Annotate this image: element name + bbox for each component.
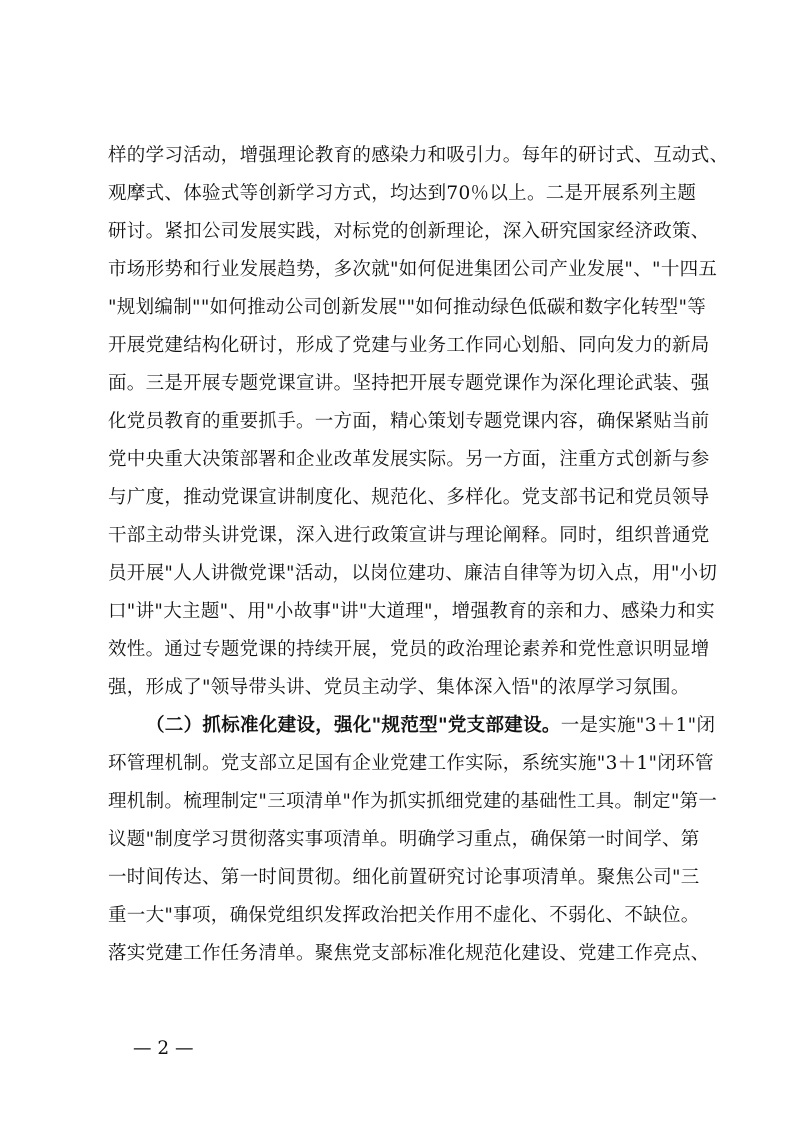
text-line: 理机制。梳理制定"三项清单"作为抓实抓细党建的基础性工具。制定"第一 xyxy=(108,791,718,812)
text-line: 员开展"人人讲微党课"活动，以岗位建功、廉洁自律等为切入点，用"小切 xyxy=(108,563,718,584)
text-line: 口"讲"大主题"、用"小故事"讲"大道理"，增强教育的亲和力、感染力和实 xyxy=(108,601,715,622)
document-body xyxy=(108,137,729,973)
text-line: 市场形势和行业发展趋势，多次就"如何促进集团公司产业发展"、"十四五 xyxy=(108,259,718,280)
text-line: 研讨。紧扣公司发展实践，对标党的创新理论，深入研究国家经济政策、 xyxy=(108,221,710,242)
text-line: 效性。通过专题党课的持续开展，党员的政治理论素养和党性意识明显增 xyxy=(108,639,710,660)
text-line: 观摩式、体验式等创新学习方式，均达到70％以上。二是开展系列主题 xyxy=(108,183,697,204)
text-line: 一时间传达、第一时间贯彻。细化前置研究讨论事项清单。聚焦公司"三 xyxy=(108,867,700,888)
text-line: 重一大"事项，确保党组织发挥政治把关作用不虚化、不弱化、不缺位。 xyxy=(108,905,700,926)
text-line: 样的学习活动，增强理论教育的感染力和吸引力。每年的研讨式、互动式、 xyxy=(108,145,729,166)
text-line: 落实党建工作任务清单。聚焦党支部标准化规范化建设、党建工作亮点、 xyxy=(108,943,710,964)
text-line: 环管理机制。党支部立足国有企业党建工作实际，系统实施"3＋1"闭环管 xyxy=(108,753,714,774)
text-line: 干部主动带头讲党课，深入进行政策宣讲与理论阐释。同时，组织普通党 xyxy=(108,525,710,546)
page-number: — 2 — xyxy=(133,1038,194,1059)
text-line: 化党员教育的重要抓手。一方面，精心策划专题党课内容，确保紧贴当前 xyxy=(108,411,710,432)
text-line: 党中央重大决策部署和企业改革发展实际。另一方面，注重方式创新与参 xyxy=(108,449,710,470)
text-line: 强，形成了"领导带头讲、党员主动学、集体深入悟"的浓厚学习氛围。 xyxy=(108,677,690,698)
text-line: 开展党建结构化研讨，形成了党建与业务工作同心划船、同向发力的新局 xyxy=(108,335,710,356)
text-line: "规划编制""如何推动公司创新发展""如何推动绿色低碳和数字化转型"等 xyxy=(108,297,707,318)
section-heading: （二）抓标准化建设，强化"规范型"党支部建设。 xyxy=(146,715,561,736)
text-line: 与广度，推动党课宣讲制度化、规范化、多样化。党支部书记和党员领导 xyxy=(108,487,710,508)
section-first-line-text: 一是实施"3＋1"闭 xyxy=(560,715,716,736)
text-line: 议题"制度学习贯彻落实事项清单。明确学习重点，确保第一时间学、第 xyxy=(108,829,700,850)
section-first-line xyxy=(108,707,716,745)
text-line: 面。三是开展专题党课宣讲。坚持把开展专题党课作为深化理论武装、强 xyxy=(108,373,710,394)
